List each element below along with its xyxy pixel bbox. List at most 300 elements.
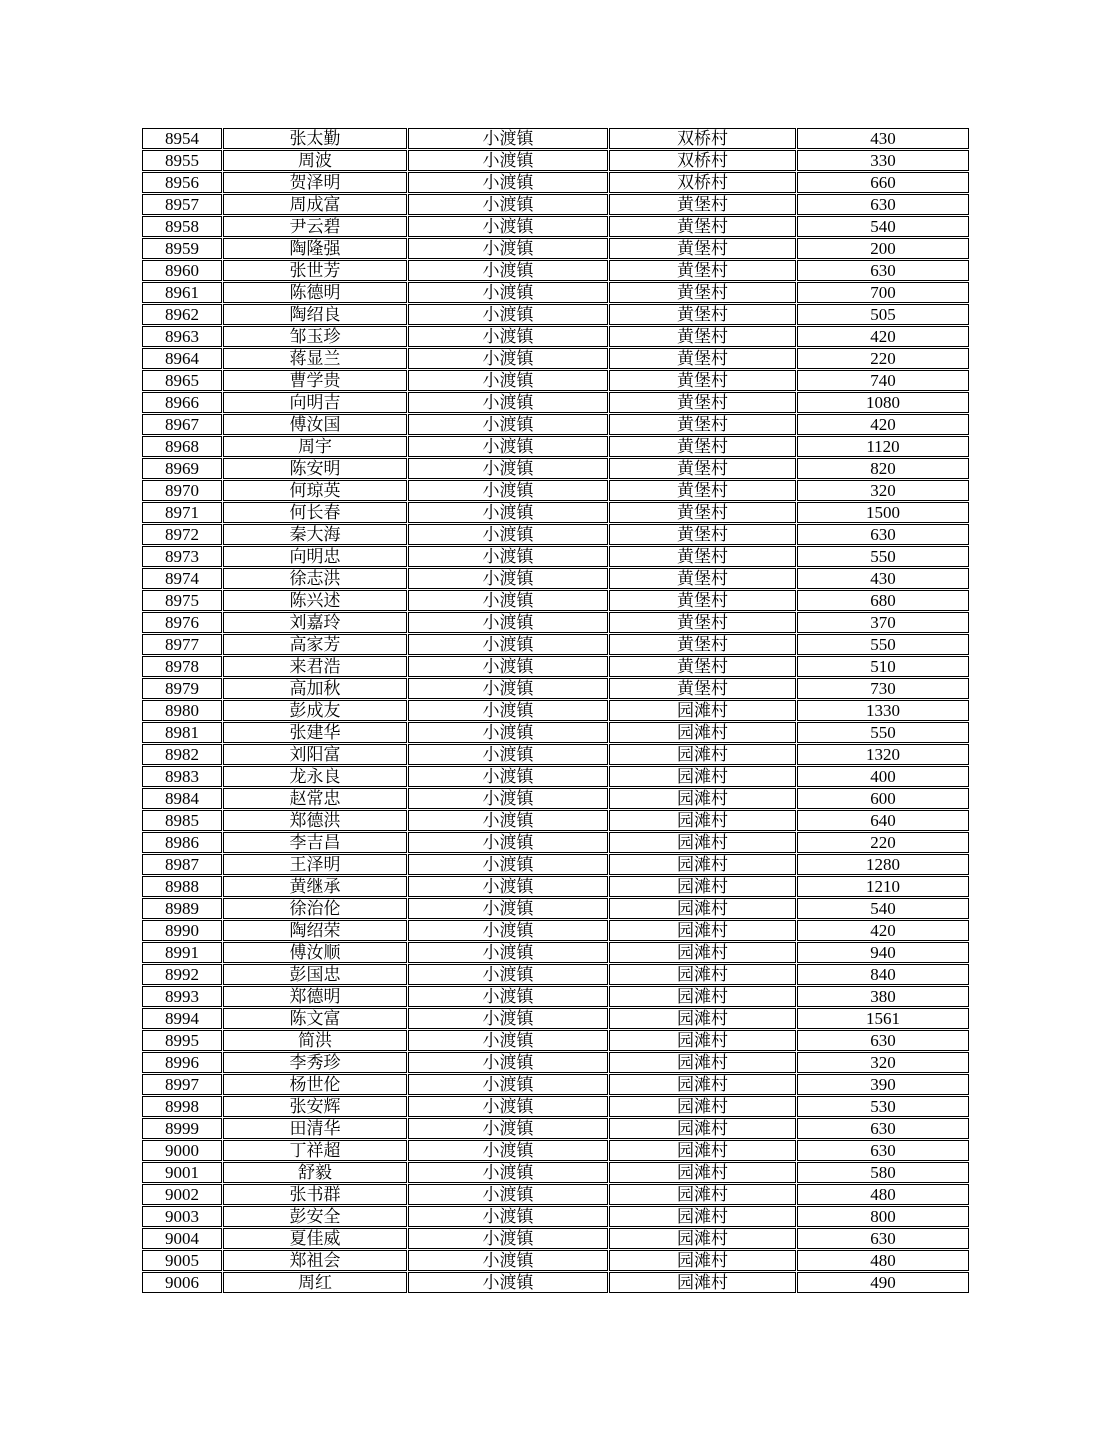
cell-village: 双桥村 (609, 128, 796, 149)
cell-amount: 630 (797, 524, 969, 545)
cell-name: 张建华 (223, 722, 407, 743)
cell-village: 园滩村 (609, 854, 796, 875)
cell-town: 小渡镇 (408, 414, 608, 435)
cell-id: 8963 (142, 326, 222, 347)
cell-town: 小渡镇 (408, 194, 608, 215)
table-row (142, 1162, 969, 1183)
cell-amount: 600 (797, 788, 969, 809)
cell-amount: 820 (797, 458, 969, 479)
table-row (142, 546, 969, 567)
cell-id: 8994 (142, 1008, 222, 1029)
cell-town: 小渡镇 (408, 898, 608, 919)
table-row (142, 744, 969, 765)
cell-amount: 1280 (797, 854, 969, 875)
cell-town: 小渡镇 (408, 832, 608, 853)
cell-town: 小渡镇 (408, 964, 608, 985)
cell-amount: 580 (797, 1162, 969, 1183)
cell-id: 8997 (142, 1074, 222, 1095)
cell-name: 秦大海 (223, 524, 407, 545)
cell-name: 陈文富 (223, 1008, 407, 1029)
cell-amount: 1500 (797, 502, 969, 523)
table-row (142, 304, 969, 325)
table-row (142, 502, 969, 523)
cell-town: 小渡镇 (408, 348, 608, 369)
cell-town: 小渡镇 (408, 1030, 608, 1051)
cell-id: 8960 (142, 260, 222, 281)
cell-village: 黄堡村 (609, 546, 796, 567)
data-table (141, 127, 970, 1294)
cell-id: 8998 (142, 1096, 222, 1117)
cell-town: 小渡镇 (408, 1162, 608, 1183)
table-row (142, 1074, 969, 1095)
cell-name: 王泽明 (223, 854, 407, 875)
cell-amount: 630 (797, 194, 969, 215)
cell-name: 蒋显兰 (223, 348, 407, 369)
cell-id: 8971 (142, 502, 222, 523)
cell-name: 贺泽明 (223, 172, 407, 193)
cell-id: 8964 (142, 348, 222, 369)
cell-amount: 630 (797, 1118, 969, 1139)
table-row (142, 238, 969, 259)
cell-amount: 680 (797, 590, 969, 611)
cell-village: 园滩村 (609, 1206, 796, 1227)
cell-town: 小渡镇 (408, 436, 608, 457)
table-row (142, 1096, 969, 1117)
cell-village: 黄堡村 (609, 502, 796, 523)
cell-name: 张书群 (223, 1184, 407, 1205)
cell-amount: 800 (797, 1206, 969, 1227)
cell-town: 小渡镇 (408, 722, 608, 743)
cell-town: 小渡镇 (408, 172, 608, 193)
cell-id: 9004 (142, 1228, 222, 1249)
cell-village: 黄堡村 (609, 612, 796, 633)
cell-name: 曹学贵 (223, 370, 407, 391)
cell-id: 8991 (142, 942, 222, 963)
cell-id: 9000 (142, 1140, 222, 1161)
cell-id: 8968 (142, 436, 222, 457)
table-row (142, 678, 969, 699)
table-row (142, 788, 969, 809)
cell-name: 陈安明 (223, 458, 407, 479)
cell-village: 黄堡村 (609, 634, 796, 655)
cell-amount: 700 (797, 282, 969, 303)
cell-village: 黄堡村 (609, 348, 796, 369)
cell-id: 8955 (142, 150, 222, 171)
cell-amount: 1320 (797, 744, 969, 765)
cell-id: 8958 (142, 216, 222, 237)
cell-id: 8979 (142, 678, 222, 699)
cell-town: 小渡镇 (408, 480, 608, 501)
cell-village: 黄堡村 (609, 678, 796, 699)
cell-town: 小渡镇 (408, 612, 608, 633)
cell-amount: 200 (797, 238, 969, 259)
cell-id: 9001 (142, 1162, 222, 1183)
table-row (142, 810, 969, 831)
cell-id: 9005 (142, 1250, 222, 1271)
cell-id: 8975 (142, 590, 222, 611)
cell-amount: 420 (797, 326, 969, 347)
cell-name: 杨世伦 (223, 1074, 407, 1095)
cell-village: 园滩村 (609, 1074, 796, 1095)
cell-name: 张安辉 (223, 1096, 407, 1117)
table-row (142, 216, 969, 237)
cell-village: 黄堡村 (609, 458, 796, 479)
cell-amount: 1120 (797, 436, 969, 457)
cell-town: 小渡镇 (408, 1206, 608, 1227)
table-row (142, 656, 969, 677)
cell-town: 小渡镇 (408, 546, 608, 567)
cell-village: 黄堡村 (609, 436, 796, 457)
cell-id: 8984 (142, 788, 222, 809)
cell-name: 高加秋 (223, 678, 407, 699)
table-row (142, 700, 969, 721)
cell-town: 小渡镇 (408, 1118, 608, 1139)
cell-village: 黄堡村 (609, 656, 796, 677)
cell-town: 小渡镇 (408, 744, 608, 765)
cell-name: 何长春 (223, 502, 407, 523)
cell-amount: 420 (797, 920, 969, 941)
cell-village: 黄堡村 (609, 260, 796, 281)
cell-town: 小渡镇 (408, 370, 608, 391)
cell-id: 9003 (142, 1206, 222, 1227)
cell-town: 小渡镇 (408, 282, 608, 303)
cell-village: 园滩村 (609, 832, 796, 853)
cell-village: 园滩村 (609, 1118, 796, 1139)
cell-town: 小渡镇 (408, 216, 608, 237)
cell-village: 园滩村 (609, 876, 796, 897)
cell-town: 小渡镇 (408, 1074, 608, 1095)
table-row (142, 766, 969, 787)
cell-town: 小渡镇 (408, 854, 608, 875)
cell-id: 8974 (142, 568, 222, 589)
cell-name: 赵常忠 (223, 788, 407, 809)
cell-town: 小渡镇 (408, 458, 608, 479)
table-body (142, 128, 969, 1293)
table-row (142, 898, 969, 919)
cell-town: 小渡镇 (408, 392, 608, 413)
cell-village: 黄堡村 (609, 524, 796, 545)
cell-amount: 630 (797, 260, 969, 281)
cell-name: 刘嘉玲 (223, 612, 407, 633)
cell-name: 李秀珍 (223, 1052, 407, 1073)
cell-town: 小渡镇 (408, 766, 608, 787)
cell-amount: 320 (797, 480, 969, 501)
cell-village: 园滩村 (609, 898, 796, 919)
table-row (142, 832, 969, 853)
table-row (142, 392, 969, 413)
cell-amount: 380 (797, 986, 969, 1007)
table-row (142, 590, 969, 611)
cell-amount: 840 (797, 964, 969, 985)
cell-name: 陶隆强 (223, 238, 407, 259)
table-row (142, 260, 969, 281)
table-row (142, 1184, 969, 1205)
cell-town: 小渡镇 (408, 810, 608, 831)
cell-name: 向明吉 (223, 392, 407, 413)
cell-id: 8973 (142, 546, 222, 567)
table-row (142, 1272, 969, 1293)
cell-amount: 430 (797, 128, 969, 149)
cell-town: 小渡镇 (408, 876, 608, 897)
cell-town: 小渡镇 (408, 678, 608, 699)
cell-village: 园滩村 (609, 1030, 796, 1051)
cell-amount: 220 (797, 348, 969, 369)
cell-amount: 550 (797, 722, 969, 743)
cell-amount: 730 (797, 678, 969, 699)
cell-town: 小渡镇 (408, 1052, 608, 1073)
cell-id: 8956 (142, 172, 222, 193)
cell-name: 陈德明 (223, 282, 407, 303)
cell-town: 小渡镇 (408, 1184, 608, 1205)
cell-village: 园滩村 (609, 942, 796, 963)
cell-amount: 1210 (797, 876, 969, 897)
cell-id: 8992 (142, 964, 222, 985)
table-row (142, 414, 969, 435)
cell-amount: 220 (797, 832, 969, 853)
cell-id: 9002 (142, 1184, 222, 1205)
cell-amount: 540 (797, 216, 969, 237)
cell-village: 园滩村 (609, 1228, 796, 1249)
cell-name: 陶绍荣 (223, 920, 407, 941)
cell-name: 来君浩 (223, 656, 407, 677)
table-row (142, 942, 969, 963)
cell-amount: 430 (797, 568, 969, 589)
cell-id: 8982 (142, 744, 222, 765)
cell-town: 小渡镇 (408, 942, 608, 963)
table-row (142, 128, 969, 149)
cell-id: 8957 (142, 194, 222, 215)
cell-town: 小渡镇 (408, 502, 608, 523)
table-row (142, 326, 969, 347)
cell-village: 园滩村 (609, 810, 796, 831)
table-row (142, 986, 969, 1007)
cell-name: 陈兴述 (223, 590, 407, 611)
table-row (142, 436, 969, 457)
cell-name: 夏佳威 (223, 1228, 407, 1249)
cell-name: 张世芳 (223, 260, 407, 281)
cell-village: 园滩村 (609, 1250, 796, 1271)
cell-name: 周红 (223, 1272, 407, 1293)
cell-name: 傅汝国 (223, 414, 407, 435)
cell-id: 8978 (142, 656, 222, 677)
cell-name: 周波 (223, 150, 407, 171)
cell-name: 邹玉珍 (223, 326, 407, 347)
cell-town: 小渡镇 (408, 634, 608, 655)
cell-town: 小渡镇 (408, 1140, 608, 1161)
cell-amount: 740 (797, 370, 969, 391)
cell-village: 园滩村 (609, 788, 796, 809)
table-row (142, 568, 969, 589)
cell-id: 8993 (142, 986, 222, 1007)
cell-village: 黄堡村 (609, 414, 796, 435)
table-row (142, 150, 969, 171)
cell-amount: 550 (797, 634, 969, 655)
cell-village: 园滩村 (609, 1184, 796, 1205)
cell-name: 李吉昌 (223, 832, 407, 853)
cell-id: 8990 (142, 920, 222, 941)
table-row (142, 876, 969, 897)
cell-amount: 390 (797, 1074, 969, 1095)
cell-name: 徐治伦 (223, 898, 407, 919)
table-row (142, 1140, 969, 1161)
cell-town: 小渡镇 (408, 260, 608, 281)
cell-amount: 550 (797, 546, 969, 567)
cell-id: 8981 (142, 722, 222, 743)
cell-name: 黄继承 (223, 876, 407, 897)
cell-town: 小渡镇 (408, 590, 608, 611)
cell-id: 8986 (142, 832, 222, 853)
cell-village: 园滩村 (609, 766, 796, 787)
cell-town: 小渡镇 (408, 656, 608, 677)
table-row (142, 370, 969, 391)
table-row (142, 282, 969, 303)
cell-village: 黄堡村 (609, 238, 796, 259)
cell-town: 小渡镇 (408, 150, 608, 171)
cell-village: 黄堡村 (609, 194, 796, 215)
table-row (142, 480, 969, 501)
cell-name: 周宇 (223, 436, 407, 457)
table-row (142, 964, 969, 985)
cell-name: 丁祥超 (223, 1140, 407, 1161)
cell-name: 张太勤 (223, 128, 407, 149)
cell-town: 小渡镇 (408, 304, 608, 325)
table-row (142, 1206, 969, 1227)
cell-town: 小渡镇 (408, 1250, 608, 1271)
cell-name: 简洪 (223, 1030, 407, 1051)
cell-name: 彭安全 (223, 1206, 407, 1227)
table-row (142, 854, 969, 875)
cell-town: 小渡镇 (408, 524, 608, 545)
cell-village: 黄堡村 (609, 480, 796, 501)
cell-village: 园滩村 (609, 1008, 796, 1029)
table-row (142, 348, 969, 369)
cell-amount: 490 (797, 1272, 969, 1293)
cell-village: 园滩村 (609, 722, 796, 743)
cell-name: 彭国忠 (223, 964, 407, 985)
cell-village: 园滩村 (609, 700, 796, 721)
cell-amount: 630 (797, 1228, 969, 1249)
cell-town: 小渡镇 (408, 1272, 608, 1293)
cell-village: 黄堡村 (609, 590, 796, 611)
cell-id: 8985 (142, 810, 222, 831)
cell-village: 黄堡村 (609, 568, 796, 589)
cell-village: 园滩村 (609, 920, 796, 941)
table-row (142, 1008, 969, 1029)
cell-name: 郑德洪 (223, 810, 407, 831)
cell-amount: 420 (797, 414, 969, 435)
table-row (142, 194, 969, 215)
cell-amount: 480 (797, 1250, 969, 1271)
cell-id: 8996 (142, 1052, 222, 1073)
cell-name: 徐志洪 (223, 568, 407, 589)
table-row (142, 1118, 969, 1139)
cell-town: 小渡镇 (408, 238, 608, 259)
table-row (142, 524, 969, 545)
cell-town: 小渡镇 (408, 920, 608, 941)
cell-village: 黄堡村 (609, 392, 796, 413)
cell-town: 小渡镇 (408, 1096, 608, 1117)
cell-village: 园滩村 (609, 1096, 796, 1117)
table-row (142, 920, 969, 941)
cell-name: 高家芳 (223, 634, 407, 655)
cell-name: 何琼英 (223, 480, 407, 501)
cell-town: 小渡镇 (408, 1008, 608, 1029)
cell-amount: 510 (797, 656, 969, 677)
cell-id: 8959 (142, 238, 222, 259)
cell-village: 双桥村 (609, 172, 796, 193)
cell-town: 小渡镇 (408, 788, 608, 809)
cell-amount: 505 (797, 304, 969, 325)
cell-amount: 320 (797, 1052, 969, 1073)
cell-name: 郑德明 (223, 986, 407, 1007)
cell-amount: 630 (797, 1140, 969, 1161)
cell-village: 黄堡村 (609, 304, 796, 325)
cell-amount: 480 (797, 1184, 969, 1205)
cell-amount: 530 (797, 1096, 969, 1117)
cell-name: 舒毅 (223, 1162, 407, 1183)
table-row (142, 1228, 969, 1249)
cell-village: 黄堡村 (609, 370, 796, 391)
cell-name: 尹云碧 (223, 216, 407, 237)
cell-amount: 630 (797, 1030, 969, 1051)
table-row (142, 172, 969, 193)
cell-village: 园滩村 (609, 1140, 796, 1161)
cell-name: 陶绍良 (223, 304, 407, 325)
cell-town: 小渡镇 (408, 986, 608, 1007)
cell-id: 8967 (142, 414, 222, 435)
cell-village: 黄堡村 (609, 216, 796, 237)
cell-amount: 330 (797, 150, 969, 171)
cell-town: 小渡镇 (408, 326, 608, 347)
cell-name: 刘阳富 (223, 744, 407, 765)
cell-village: 黄堡村 (609, 282, 796, 303)
cell-id: 8970 (142, 480, 222, 501)
cell-amount: 540 (797, 898, 969, 919)
cell-id: 8961 (142, 282, 222, 303)
cell-town: 小渡镇 (408, 700, 608, 721)
cell-name: 郑祖会 (223, 1250, 407, 1271)
cell-amount: 1080 (797, 392, 969, 413)
cell-id: 8989 (142, 898, 222, 919)
table-row (142, 722, 969, 743)
cell-id: 9006 (142, 1272, 222, 1293)
cell-id: 8966 (142, 392, 222, 413)
cell-id: 8995 (142, 1030, 222, 1051)
cell-amount: 660 (797, 172, 969, 193)
cell-name: 向明忠 (223, 546, 407, 567)
cell-name: 周成富 (223, 194, 407, 215)
cell-id: 8988 (142, 876, 222, 897)
table-row (142, 1052, 969, 1073)
cell-id: 8969 (142, 458, 222, 479)
cell-amount: 640 (797, 810, 969, 831)
cell-name: 彭成友 (223, 700, 407, 721)
cell-village: 园滩村 (609, 1052, 796, 1073)
cell-town: 小渡镇 (408, 1228, 608, 1249)
cell-village: 园滩村 (609, 744, 796, 765)
cell-id: 8980 (142, 700, 222, 721)
cell-id: 8999 (142, 1118, 222, 1139)
cell-amount: 940 (797, 942, 969, 963)
cell-id: 8976 (142, 612, 222, 633)
cell-id: 8954 (142, 128, 222, 149)
cell-name: 傅汝顺 (223, 942, 407, 963)
table-row (142, 634, 969, 655)
cell-id: 8965 (142, 370, 222, 391)
cell-name: 田清华 (223, 1118, 407, 1139)
cell-id: 8972 (142, 524, 222, 545)
cell-town: 小渡镇 (408, 128, 608, 149)
